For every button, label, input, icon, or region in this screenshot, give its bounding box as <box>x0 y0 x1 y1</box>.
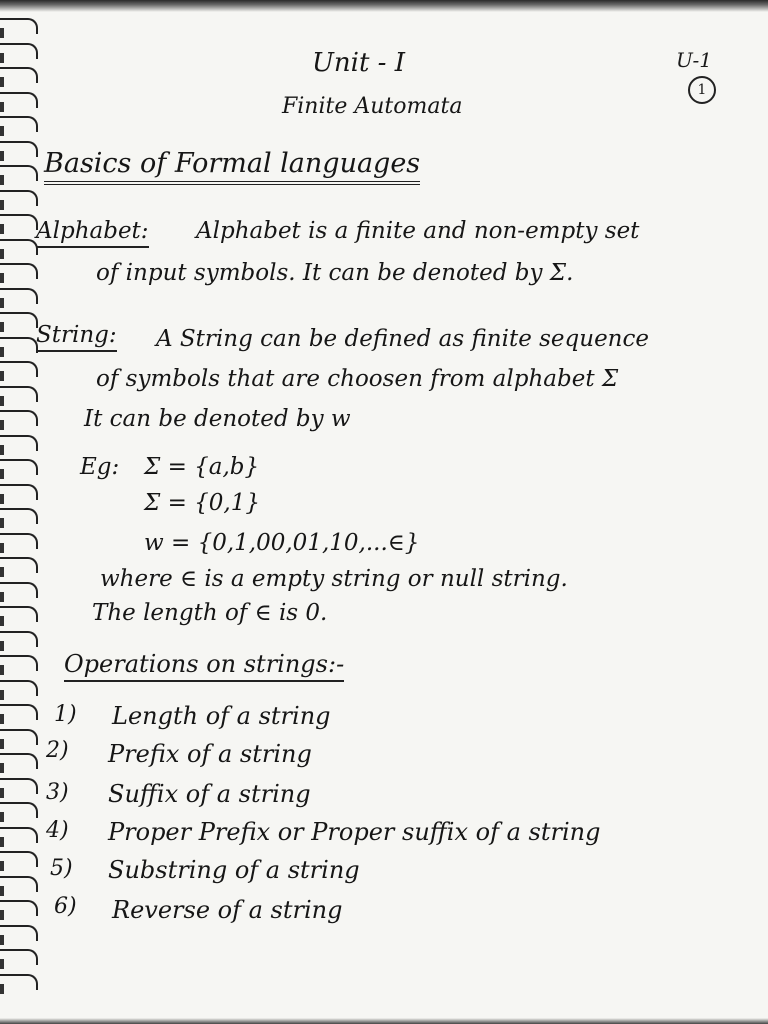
spiral-ring <box>0 190 38 206</box>
spiral-ring <box>0 680 38 696</box>
string-line3: It can be denoted by w <box>84 406 351 432</box>
example-line3: w = {0,1,00,01,10,...∈} <box>144 530 420 556</box>
page-bottom-edge <box>0 1018 768 1024</box>
spiral-ring <box>0 288 38 304</box>
section-heading: Basics of Formal languages <box>44 148 420 185</box>
operation-text: Reverse of a string <box>112 896 343 924</box>
example-line1: Σ = {a,b} <box>144 454 260 480</box>
operation-text: Length of a string <box>112 702 331 730</box>
page-number: 1 <box>697 82 707 98</box>
unit-title: Unit - I <box>312 48 406 78</box>
example-label: Eg: <box>80 454 120 480</box>
spiral-ring <box>0 827 38 843</box>
spiral-ring <box>0 582 38 598</box>
operation-text: Proper Prefix or Proper suffix of a string <box>108 818 601 846</box>
spiral-ring <box>0 361 38 377</box>
page-subtitle: Finite Automata <box>282 94 463 119</box>
operation-number: 6) <box>54 894 77 919</box>
example-line5: The length of ∈ is 0. <box>92 600 328 626</box>
operation-number: 1) <box>54 702 77 727</box>
spiral-ring <box>0 655 38 671</box>
spiral-ring <box>0 459 38 475</box>
spiral-ring <box>0 43 38 59</box>
spiral-ring <box>0 116 38 132</box>
spiral-binding <box>0 18 40 1008</box>
spiral-ring <box>0 533 38 549</box>
spiral-ring <box>0 141 38 157</box>
string-line1: A String can be defined as finite sequence <box>156 326 649 352</box>
spiral-ring <box>0 312 38 328</box>
spiral-ring <box>0 729 38 745</box>
spiral-ring <box>0 631 38 647</box>
alphabet-term: Alphabet: <box>36 218 149 248</box>
spiral-ring <box>0 214 38 230</box>
spiral-ring <box>0 876 38 892</box>
string-line2: of symbols that are choosen from alphabet Σ <box>96 366 619 392</box>
spiral-ring <box>0 900 38 916</box>
operation-text: Suffix of a string <box>108 780 311 808</box>
spiral-ring <box>0 263 38 279</box>
spiral-ring <box>0 435 38 451</box>
page-number-circle <box>688 76 716 104</box>
spiral-ring <box>0 386 38 402</box>
spiral-ring <box>0 606 38 622</box>
operation-number: 5) <box>50 856 73 881</box>
operation-number: 2) <box>46 738 69 763</box>
page-top-edge <box>0 0 768 12</box>
operation-text: Substring of a string <box>108 856 360 884</box>
spiral-ring <box>0 557 38 573</box>
example-line4: where ∈ is a empty string or null string. <box>100 566 568 592</box>
spiral-ring <box>0 704 38 720</box>
operation-text: Prefix of a string <box>108 740 312 768</box>
spiral-ring <box>0 92 38 108</box>
spiral-ring <box>0 851 38 867</box>
alphabet-line2: of input symbols. It can be denoted by Σ. <box>96 260 574 286</box>
operations-heading: Operations on strings:- <box>64 650 344 682</box>
operation-number: 3) <box>46 780 69 805</box>
spiral-ring <box>0 18 38 34</box>
string-term: String: <box>36 322 117 352</box>
spiral-ring <box>0 802 38 818</box>
spiral-ring <box>0 508 38 524</box>
spiral-ring <box>0 949 38 965</box>
corner-unit-label: U-1 <box>676 48 712 72</box>
spiral-ring <box>0 753 38 769</box>
example-line2: Σ = {0,1} <box>144 490 260 516</box>
spiral-ring <box>0 67 38 83</box>
spiral-ring <box>0 484 38 500</box>
operation-number: 4) <box>46 818 69 843</box>
alphabet-line1: Alphabet is a finite and non-empty set <box>196 218 640 244</box>
spiral-ring <box>0 974 38 990</box>
spiral-ring <box>0 165 38 181</box>
spiral-ring <box>0 925 38 941</box>
spiral-ring <box>0 239 38 255</box>
spiral-ring <box>0 778 38 794</box>
spiral-ring <box>0 410 38 426</box>
spiral-ring <box>0 337 38 353</box>
